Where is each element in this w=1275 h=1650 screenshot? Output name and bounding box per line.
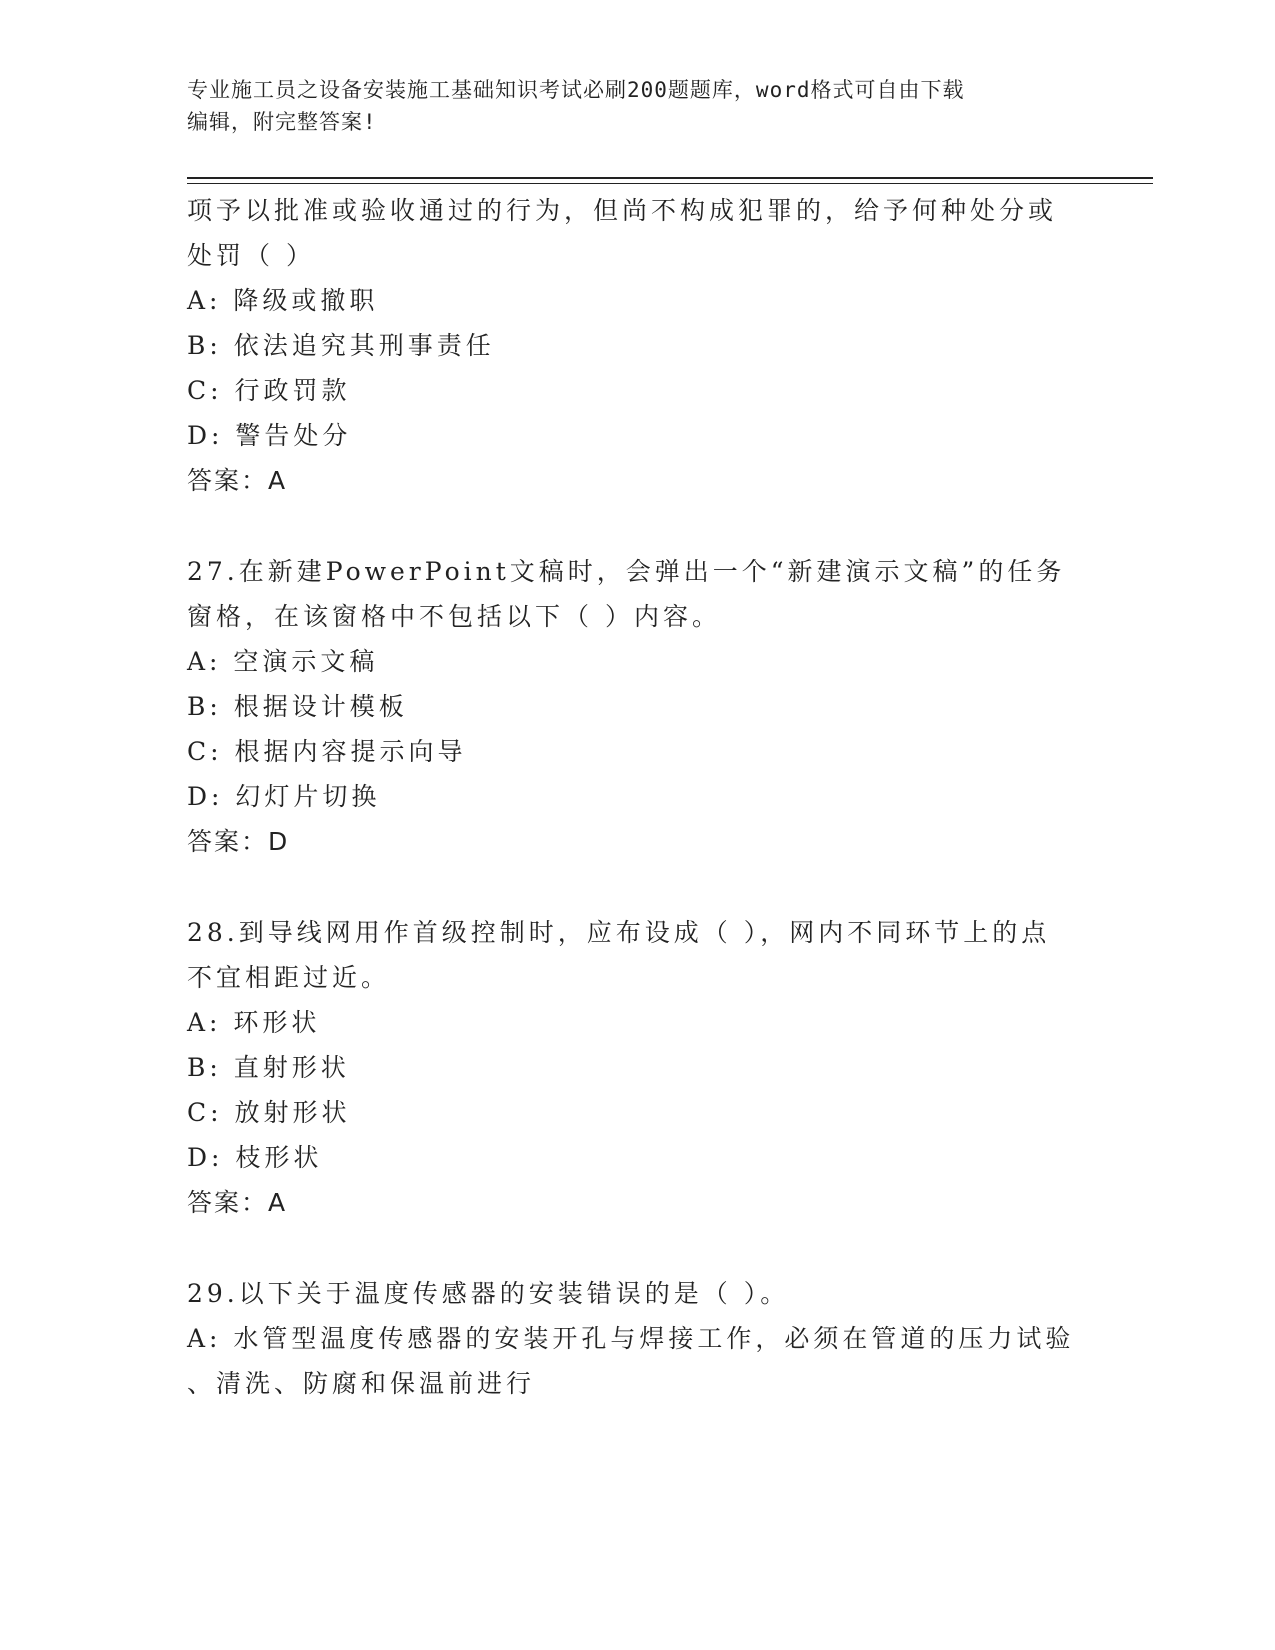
- answer-line: 答案：A: [187, 466, 288, 495]
- answer-line: 答案：A: [187, 1188, 288, 1217]
- question-stem: 项予以批准或验收通过的行为，但尚不构成犯罪的，给予何种处分或: [187, 196, 1058, 225]
- option-b: B: 依法追究其刑事责任: [187, 331, 495, 360]
- question-stem: 不宜相距过近。: [187, 963, 391, 992]
- header-title-line-2: 编辑，附完整答案!: [187, 110, 377, 134]
- option-a: A: 环形状: [187, 1008, 321, 1037]
- option-d: D: 枝形状: [187, 1143, 323, 1172]
- option-b: B: 根据设计模板: [187, 692, 408, 721]
- question-list: [187, 188, 1087, 1406]
- question-spacer: [187, 864, 1087, 910]
- option-d: D: 警告处分: [187, 421, 352, 450]
- option-a: A: 空演示文稿: [187, 647, 379, 676]
- option-a-continued: 、清洗、防腐和保温前进行: [187, 1369, 536, 1398]
- option-c: C: 放射形状: [187, 1098, 351, 1127]
- question-stem: 29.以下关于温度传感器的安装错误的是（ ）。: [187, 1279, 790, 1308]
- header-divider-thick: [187, 177, 1153, 179]
- question-stem: 处罚（ ）: [187, 241, 315, 270]
- question-26: [187, 188, 1087, 503]
- document-header: [187, 74, 1067, 138]
- question-stem: 27.在新建PowerPoint文稿时，会弹出一个“新建演示文稿”的任务: [187, 557, 1066, 586]
- question-spacer: [187, 1225, 1087, 1271]
- option-a: A: 降级或撤职: [187, 286, 379, 315]
- answer-line: 答案：D: [187, 827, 290, 856]
- header-title-line-1: 专业施工员之设备安装施工基础知识考试必刷200题题库，word格式可自由下载: [187, 78, 965, 102]
- question-27: [187, 549, 1087, 864]
- question-28: [187, 910, 1087, 1225]
- header-divider-thin: [187, 183, 1153, 184]
- question-stem: 窗格，在该窗格中不包括以下（ ）内容。: [187, 602, 721, 631]
- option-c: C: 根据内容提示向导: [187, 737, 467, 766]
- question-stem: 28.到导线网用作首级控制时，应布设成（ ），网内不同环节上的点: [187, 918, 1051, 947]
- question-29: [187, 1271, 1087, 1406]
- question-spacer: [187, 503, 1087, 549]
- option-a: A: 水管型温度传感器的安装开孔与焊接工作，必须在管道的压力试验: [187, 1324, 1075, 1353]
- option-b: B: 直射形状: [187, 1053, 350, 1082]
- option-c: C: 行政罚款: [187, 376, 351, 405]
- option-d: D: 幻灯片切换: [187, 782, 381, 811]
